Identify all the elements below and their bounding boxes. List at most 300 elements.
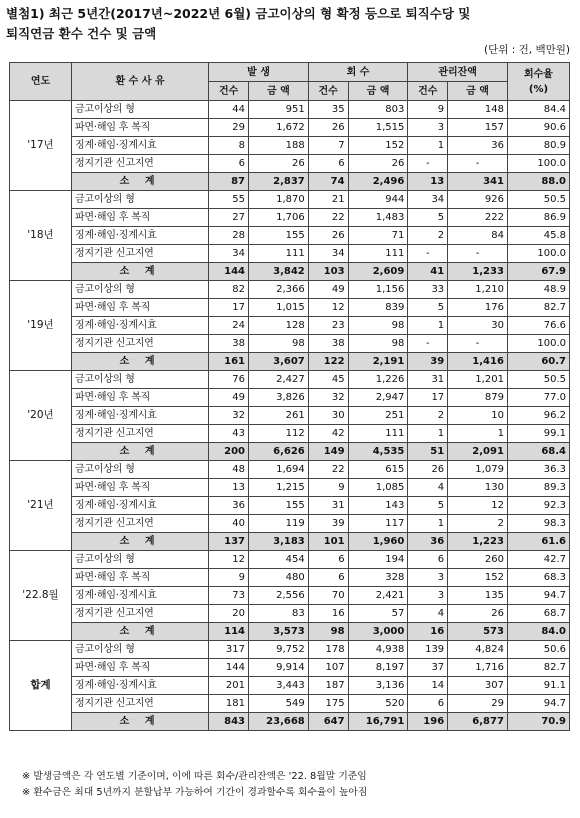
subtotal-value-cell: 74 bbox=[308, 173, 348, 191]
value-cell: 178 bbox=[308, 641, 348, 659]
table-row bbox=[10, 425, 570, 443]
value-cell: 148 bbox=[448, 101, 508, 119]
header-recover-amount: 금 액 bbox=[348, 82, 408, 101]
value-cell: 50.5 bbox=[507, 371, 569, 389]
value-cell: - bbox=[408, 245, 448, 263]
reason-cell: 정지기관 신고지연 bbox=[71, 515, 208, 533]
value-cell: 27 bbox=[209, 209, 249, 227]
reason-cell: 징계·해임·징계시효 bbox=[71, 497, 208, 515]
value-cell: 3 bbox=[408, 587, 448, 605]
value-cell: 14 bbox=[408, 677, 448, 695]
value-cell: 38 bbox=[209, 335, 249, 353]
subtotal-value-cell: 341 bbox=[448, 173, 508, 191]
value-cell: 3,826 bbox=[249, 389, 309, 407]
value-cell: 86.9 bbox=[507, 209, 569, 227]
reason-cell: 정지기관 신고지연 bbox=[71, 155, 208, 173]
subtotal-value-cell: 60.7 bbox=[507, 353, 569, 371]
table-row bbox=[10, 407, 570, 425]
value-cell: 83 bbox=[249, 605, 309, 623]
subtotal-value-cell: 13 bbox=[408, 173, 448, 191]
reason-cell: 금고이상의 형 bbox=[71, 551, 208, 569]
subtotal-row bbox=[10, 353, 570, 371]
value-cell: 143 bbox=[348, 497, 408, 515]
value-cell: 157 bbox=[448, 119, 508, 137]
value-cell: 6 bbox=[209, 155, 249, 173]
value-cell: 29 bbox=[209, 119, 249, 137]
subtotal-row bbox=[10, 263, 570, 281]
value-cell: 48.9 bbox=[507, 281, 569, 299]
value-cell: 38 bbox=[308, 335, 348, 353]
table-row bbox=[10, 209, 570, 227]
value-cell: 944 bbox=[348, 191, 408, 209]
value-cell: 1,672 bbox=[249, 119, 309, 137]
value-cell: 12 bbox=[209, 551, 249, 569]
value-cell: 111 bbox=[348, 245, 408, 263]
value-cell: 155 bbox=[249, 227, 309, 245]
value-cell: 8 bbox=[209, 137, 249, 155]
value-cell: 26 bbox=[308, 227, 348, 245]
subtotal-value-cell: 70.9 bbox=[507, 713, 569, 731]
value-cell: 45 bbox=[308, 371, 348, 389]
value-cell: 2,366 bbox=[249, 281, 309, 299]
value-cell: 1,156 bbox=[348, 281, 408, 299]
value-cell: 9 bbox=[308, 479, 348, 497]
subtotal-label: 소 계 bbox=[71, 173, 208, 191]
reason-cell: 징계·해임·징계시효 bbox=[71, 587, 208, 605]
value-cell: 100.0 bbox=[507, 335, 569, 353]
table-row bbox=[10, 227, 570, 245]
subtotal-value-cell: 843 bbox=[209, 713, 249, 731]
reason-cell: 금고이상의 형 bbox=[71, 371, 208, 389]
value-cell: 135 bbox=[448, 587, 508, 605]
table-row bbox=[10, 299, 570, 317]
value-cell: 26 bbox=[249, 155, 309, 173]
value-cell: 201 bbox=[209, 677, 249, 695]
value-cell: 951 bbox=[249, 101, 309, 119]
table-row bbox=[10, 695, 570, 713]
title-line-2: 퇴직연금 환수 건수 및 금액 bbox=[6, 26, 157, 41]
value-cell: 49 bbox=[209, 389, 249, 407]
value-cell: 44 bbox=[209, 101, 249, 119]
subtotal-value-cell: 3,842 bbox=[249, 263, 309, 281]
table-body bbox=[10, 101, 570, 731]
value-cell: 84 bbox=[448, 227, 508, 245]
header-balance-count: 건수 bbox=[408, 82, 448, 101]
value-cell: 176 bbox=[448, 299, 508, 317]
value-cell: 68.3 bbox=[507, 569, 569, 587]
reason-cell: 징계·해임·징계시효 bbox=[71, 137, 208, 155]
subtotal-row bbox=[10, 173, 570, 191]
value-cell: 181 bbox=[209, 695, 249, 713]
value-cell: 6 bbox=[308, 551, 348, 569]
value-cell: - bbox=[448, 155, 508, 173]
value-cell: 91.1 bbox=[507, 677, 569, 695]
value-cell: 50.5 bbox=[507, 191, 569, 209]
value-cell: 2 bbox=[448, 515, 508, 533]
subtotal-value-cell: 122 bbox=[308, 353, 348, 371]
subtotal-value-cell: 16 bbox=[408, 623, 448, 641]
year-cell: '19년 bbox=[10, 281, 72, 371]
subtotal-value-cell: 6,626 bbox=[249, 443, 309, 461]
value-cell: 2 bbox=[408, 407, 448, 425]
value-cell: 175 bbox=[308, 695, 348, 713]
value-cell: 42 bbox=[308, 425, 348, 443]
value-cell: 29 bbox=[448, 695, 508, 713]
value-cell: 222 bbox=[448, 209, 508, 227]
value-cell: 9 bbox=[408, 101, 448, 119]
value-cell: 1,716 bbox=[448, 659, 508, 677]
subtotal-value-cell: 23,668 bbox=[249, 713, 309, 731]
value-cell: 1 bbox=[408, 317, 448, 335]
value-cell: 73 bbox=[209, 587, 249, 605]
value-cell: 76 bbox=[209, 371, 249, 389]
value-cell: 6 bbox=[308, 569, 348, 587]
value-cell: 48 bbox=[209, 461, 249, 479]
value-cell: 36 bbox=[448, 137, 508, 155]
subtotal-value-cell: 2,091 bbox=[448, 443, 508, 461]
table-row bbox=[10, 155, 570, 173]
year-cell: '17년 bbox=[10, 101, 72, 191]
table-row bbox=[10, 245, 570, 263]
value-cell: 71 bbox=[348, 227, 408, 245]
table-row bbox=[10, 371, 570, 389]
header-rate-unit: (%) bbox=[528, 83, 549, 95]
reason-cell: 파면·해임 후 복직 bbox=[71, 389, 208, 407]
value-cell: 2,421 bbox=[348, 587, 408, 605]
value-cell: 111 bbox=[249, 245, 309, 263]
value-cell: 35 bbox=[308, 101, 348, 119]
subtotal-row bbox=[10, 713, 570, 731]
subtotal-row bbox=[10, 623, 570, 641]
header-balance: 관리잔액 bbox=[408, 63, 508, 82]
table-row bbox=[10, 317, 570, 335]
value-cell: 3 bbox=[408, 119, 448, 137]
header-occur-amount: 금 액 bbox=[249, 82, 309, 101]
value-cell: 26 bbox=[348, 155, 408, 173]
value-cell: 1 bbox=[448, 425, 508, 443]
value-cell: 57 bbox=[348, 605, 408, 623]
recovery-table bbox=[9, 62, 570, 731]
subtotal-label: 소 계 bbox=[71, 443, 208, 461]
subtotal-label: 소 계 bbox=[71, 263, 208, 281]
subtotal-value-cell: 2,837 bbox=[249, 173, 309, 191]
value-cell: 17 bbox=[209, 299, 249, 317]
value-cell: 70 bbox=[308, 587, 348, 605]
value-cell: 251 bbox=[348, 407, 408, 425]
value-cell: 90.6 bbox=[507, 119, 569, 137]
subtotal-value-cell: 84.0 bbox=[507, 623, 569, 641]
subtotal-value-cell: 2,191 bbox=[348, 353, 408, 371]
reason-cell: 징계·해임·징계시효 bbox=[71, 407, 208, 425]
subtotal-value-cell: 144 bbox=[209, 263, 249, 281]
value-cell: 40 bbox=[209, 515, 249, 533]
value-cell: 17 bbox=[408, 389, 448, 407]
value-cell: 4 bbox=[408, 479, 448, 497]
subtotal-value-cell: 4,535 bbox=[348, 443, 408, 461]
value-cell: 98 bbox=[249, 335, 309, 353]
value-cell: 23 bbox=[308, 317, 348, 335]
value-cell: 1,015 bbox=[249, 299, 309, 317]
table-row bbox=[10, 335, 570, 353]
value-cell: 3,443 bbox=[249, 677, 309, 695]
reason-cell: 정지기관 신고지연 bbox=[71, 605, 208, 623]
value-cell: 1,079 bbox=[448, 461, 508, 479]
value-cell: 21 bbox=[308, 191, 348, 209]
value-cell: 188 bbox=[249, 137, 309, 155]
value-cell: 98 bbox=[348, 317, 408, 335]
subtotal-row bbox=[10, 443, 570, 461]
value-cell: - bbox=[448, 245, 508, 263]
year-cell: '21년 bbox=[10, 461, 72, 551]
subtotal-value-cell: 1,223 bbox=[448, 533, 508, 551]
reason-cell: 파면·해임 후 복직 bbox=[71, 299, 208, 317]
value-cell: 261 bbox=[249, 407, 309, 425]
subtotal-value-cell: 1,233 bbox=[448, 263, 508, 281]
value-cell: 68.7 bbox=[507, 605, 569, 623]
reason-cell: 금고이상의 형 bbox=[71, 461, 208, 479]
value-cell: 6 bbox=[408, 551, 448, 569]
header-balance-amount: 금 액 bbox=[448, 82, 508, 101]
subtotal-value-cell: 39 bbox=[408, 353, 448, 371]
value-cell: 24 bbox=[209, 317, 249, 335]
document-title bbox=[6, 4, 576, 44]
value-cell: 31 bbox=[308, 497, 348, 515]
subtotal-value-cell: 41 bbox=[408, 263, 448, 281]
value-cell: 89.3 bbox=[507, 479, 569, 497]
value-cell: 879 bbox=[448, 389, 508, 407]
reason-cell: 금고이상의 형 bbox=[71, 191, 208, 209]
table-row bbox=[10, 515, 570, 533]
subtotal-value-cell: 16,791 bbox=[348, 713, 408, 731]
reason-cell: 정지기관 신고지연 bbox=[71, 335, 208, 353]
value-cell: 549 bbox=[249, 695, 309, 713]
subtotal-value-cell: 200 bbox=[209, 443, 249, 461]
value-cell: 194 bbox=[348, 551, 408, 569]
value-cell: 128 bbox=[249, 317, 309, 335]
value-cell: 1,694 bbox=[249, 461, 309, 479]
subtotal-value-cell: 3,607 bbox=[249, 353, 309, 371]
value-cell: 260 bbox=[448, 551, 508, 569]
value-cell: 42.7 bbox=[507, 551, 569, 569]
value-cell: 45.8 bbox=[507, 227, 569, 245]
value-cell: 480 bbox=[249, 569, 309, 587]
value-cell: 454 bbox=[249, 551, 309, 569]
header-rate bbox=[507, 63, 569, 101]
value-cell: 16 bbox=[308, 605, 348, 623]
subtotal-value-cell: 2,496 bbox=[348, 173, 408, 191]
table-row bbox=[10, 641, 570, 659]
value-cell: 130 bbox=[448, 479, 508, 497]
value-cell: 22 bbox=[308, 209, 348, 227]
value-cell: 8,197 bbox=[348, 659, 408, 677]
value-cell: 839 bbox=[348, 299, 408, 317]
header-year: 연도 bbox=[10, 63, 72, 101]
value-cell: 1 bbox=[408, 137, 448, 155]
value-cell: 328 bbox=[348, 569, 408, 587]
subtotal-value-cell: 88.0 bbox=[507, 173, 569, 191]
value-cell: 99.1 bbox=[507, 425, 569, 443]
year-cell: '20년 bbox=[10, 371, 72, 461]
value-cell: 139 bbox=[408, 641, 448, 659]
value-cell: 55 bbox=[209, 191, 249, 209]
value-cell: 1,201 bbox=[448, 371, 508, 389]
value-cell: 84.4 bbox=[507, 101, 569, 119]
reason-cell: 정지기관 신고지연 bbox=[71, 245, 208, 263]
value-cell: 96.2 bbox=[507, 407, 569, 425]
footnote: ※ 환수금은 최대 5년까지 분할납부 가능하여 기간이 경과할수록 회수율이 높아짐 bbox=[22, 787, 368, 798]
value-cell: 12 bbox=[448, 497, 508, 515]
table-row bbox=[10, 497, 570, 515]
footnotes bbox=[22, 769, 367, 801]
subtotal-value-cell: 61.6 bbox=[507, 533, 569, 551]
value-cell: 1,215 bbox=[249, 479, 309, 497]
value-cell: 98 bbox=[348, 335, 408, 353]
value-cell: 4,824 bbox=[448, 641, 508, 659]
subtotal-value-cell: 3,000 bbox=[348, 623, 408, 641]
value-cell: 82.7 bbox=[507, 659, 569, 677]
reason-cell: 금고이상의 형 bbox=[71, 641, 208, 659]
value-cell: 2,556 bbox=[249, 587, 309, 605]
value-cell: 117 bbox=[348, 515, 408, 533]
value-cell: 10 bbox=[448, 407, 508, 425]
year-cell: '18년 bbox=[10, 191, 72, 281]
subtotal-value-cell: 98 bbox=[308, 623, 348, 641]
value-cell: 37 bbox=[408, 659, 448, 677]
reason-cell: 파면·해임 후 복직 bbox=[71, 119, 208, 137]
subtotal-value-cell: 101 bbox=[308, 533, 348, 551]
value-cell: 26 bbox=[448, 605, 508, 623]
value-cell: 30 bbox=[448, 317, 508, 335]
value-cell: 6 bbox=[408, 695, 448, 713]
footnote: ※ 발생금액은 각 연도별 기준이며, 이에 따른 회수/관리잔액은 '22. 8월말 기준임 bbox=[22, 771, 367, 782]
subtotal-row bbox=[10, 533, 570, 551]
subtotal-value-cell: 67.9 bbox=[507, 263, 569, 281]
value-cell: 1,483 bbox=[348, 209, 408, 227]
value-cell: 520 bbox=[348, 695, 408, 713]
subtotal-label: 소 계 bbox=[71, 533, 208, 551]
table-row bbox=[10, 677, 570, 695]
value-cell: 4 bbox=[408, 605, 448, 623]
reason-cell: 금고이상의 형 bbox=[71, 281, 208, 299]
value-cell: 144 bbox=[209, 659, 249, 677]
value-cell: - bbox=[408, 335, 448, 353]
reason-cell: 징계·해임·징계시효 bbox=[71, 677, 208, 695]
value-cell: 82 bbox=[209, 281, 249, 299]
subtotal-value-cell: 114 bbox=[209, 623, 249, 641]
subtotal-value-cell: 1,416 bbox=[448, 353, 508, 371]
value-cell: 2,947 bbox=[348, 389, 408, 407]
subtotal-value-cell: 6,877 bbox=[448, 713, 508, 731]
table-row bbox=[10, 461, 570, 479]
value-cell: 155 bbox=[249, 497, 309, 515]
subtotal-value-cell: 3,573 bbox=[249, 623, 309, 641]
subtotal-value-cell: 137 bbox=[209, 533, 249, 551]
value-cell: 26 bbox=[408, 461, 448, 479]
value-cell: 112 bbox=[249, 425, 309, 443]
subtotal-value-cell: 3,183 bbox=[249, 533, 309, 551]
value-cell: 107 bbox=[308, 659, 348, 677]
header-reason: 환 수 사 유 bbox=[71, 63, 208, 101]
value-cell: 100.0 bbox=[507, 155, 569, 173]
table-row bbox=[10, 551, 570, 569]
value-cell: 36.3 bbox=[507, 461, 569, 479]
table-row bbox=[10, 119, 570, 137]
value-cell: 615 bbox=[348, 461, 408, 479]
subtotal-value-cell: 103 bbox=[308, 263, 348, 281]
value-cell: 5 bbox=[408, 497, 448, 515]
value-cell: 3 bbox=[408, 569, 448, 587]
subtotal-value-cell: 68.4 bbox=[507, 443, 569, 461]
value-cell: 187 bbox=[308, 677, 348, 695]
value-cell: 31 bbox=[408, 371, 448, 389]
value-cell: 9,914 bbox=[249, 659, 309, 677]
value-cell: 111 bbox=[348, 425, 408, 443]
value-cell: 9 bbox=[209, 569, 249, 587]
header-rate-label: 회수율 bbox=[523, 68, 553, 80]
value-cell: 22 bbox=[308, 461, 348, 479]
header-recover-count: 건수 bbox=[308, 82, 348, 101]
table-row bbox=[10, 281, 570, 299]
value-cell: 33 bbox=[408, 281, 448, 299]
reason-cell: 파면·해임 후 복직 bbox=[71, 659, 208, 677]
value-cell: 77.0 bbox=[507, 389, 569, 407]
value-cell: 1,870 bbox=[249, 191, 309, 209]
subtotal-value-cell: 36 bbox=[408, 533, 448, 551]
reason-cell: 파면·해임 후 복직 bbox=[71, 209, 208, 227]
reason-cell: 징계·해임·징계시효 bbox=[71, 317, 208, 335]
subtotal-value-cell: 2,609 bbox=[348, 263, 408, 281]
value-cell: 49 bbox=[308, 281, 348, 299]
reason-cell: 파면·해임 후 복직 bbox=[71, 479, 208, 497]
value-cell: - bbox=[448, 335, 508, 353]
value-cell: 34 bbox=[408, 191, 448, 209]
value-cell: 12 bbox=[308, 299, 348, 317]
value-cell: 1,226 bbox=[348, 371, 408, 389]
value-cell: 76.6 bbox=[507, 317, 569, 335]
value-cell: 50.6 bbox=[507, 641, 569, 659]
value-cell: 5 bbox=[408, 209, 448, 227]
table-row bbox=[10, 587, 570, 605]
unit-label: (단위 : 건, 백만원) bbox=[484, 44, 570, 56]
value-cell: 34 bbox=[308, 245, 348, 263]
subtotal-value-cell: 647 bbox=[308, 713, 348, 731]
title-line-1: 별첨1) 최근 5년간(2017년~2022년 6월) 금고이상의 형 확정 등으로 퇴직수당 및 bbox=[6, 6, 471, 21]
table-row bbox=[10, 569, 570, 587]
reason-cell: 징계·해임·징계시효 bbox=[71, 227, 208, 245]
value-cell: 152 bbox=[348, 137, 408, 155]
subtotal-value-cell: 161 bbox=[209, 353, 249, 371]
value-cell: 1,706 bbox=[249, 209, 309, 227]
value-cell: 30 bbox=[308, 407, 348, 425]
table-row bbox=[10, 389, 570, 407]
reason-cell: 금고이상의 형 bbox=[71, 101, 208, 119]
subtotal-value-cell: 87 bbox=[209, 173, 249, 191]
value-cell: 119 bbox=[249, 515, 309, 533]
value-cell: 20 bbox=[209, 605, 249, 623]
table-row bbox=[10, 479, 570, 497]
value-cell: 94.7 bbox=[507, 695, 569, 713]
value-cell: 32 bbox=[209, 407, 249, 425]
table-row bbox=[10, 605, 570, 623]
value-cell: 36 bbox=[209, 497, 249, 515]
subtotal-value-cell: 149 bbox=[308, 443, 348, 461]
value-cell: 3,136 bbox=[348, 677, 408, 695]
table-row bbox=[10, 191, 570, 209]
subtotal-label: 소 계 bbox=[71, 623, 208, 641]
header-occur-count: 건수 bbox=[209, 82, 249, 101]
year-cell: '22.8월 bbox=[10, 551, 72, 641]
value-cell: 13 bbox=[209, 479, 249, 497]
